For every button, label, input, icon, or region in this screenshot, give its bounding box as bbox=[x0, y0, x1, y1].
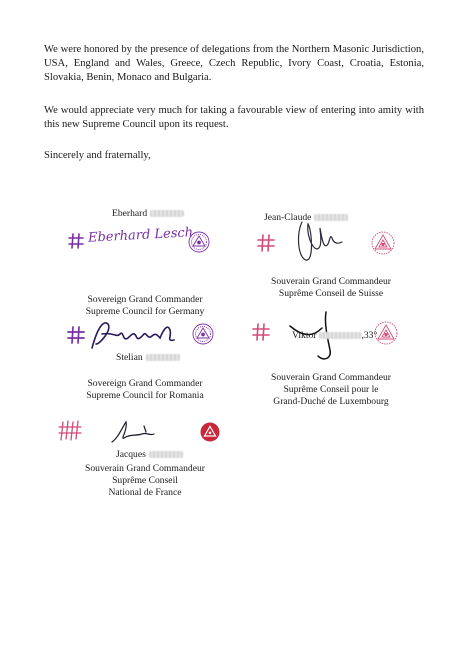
redacted-surname bbox=[150, 210, 184, 217]
hash-seal-icon bbox=[67, 326, 85, 344]
redacted-surname bbox=[319, 332, 361, 339]
triangle-seal-icon bbox=[192, 323, 214, 345]
triangle-seal-icon bbox=[200, 422, 220, 442]
signatory-block-luxembourg: Souverain Grand Commandeur Suprême Conseil pour le Grand-Duché de Luxembourg bbox=[271, 372, 391, 408]
triangle-seal-icon bbox=[188, 231, 210, 253]
hash-seal-icon bbox=[252, 323, 270, 341]
signatory-block-switzerland: Souverain Grand Commandeur Suprême Conseil de Suisse bbox=[271, 276, 391, 300]
redacted-surname bbox=[149, 451, 183, 458]
triangle-seal-icon bbox=[371, 231, 395, 255]
hash-seal-icon bbox=[257, 234, 275, 252]
signatory-block-romania: Sovereign Grand Commander Supreme Council for Romania bbox=[86, 378, 204, 402]
paragraph-delegations: We were honored by the presence of delegations from the Northern Masonic Jurisdiction, USA, England and Wales, Greece, Czech Republic, Ivory Coast, Croatia, Estonia, Slovakia, Benin, Monaco and Bulgaria. bbox=[44, 44, 424, 84]
signatory-name-switzerland: Jean-Claude bbox=[264, 212, 348, 223]
signatory-name-france: Jacques bbox=[116, 449, 183, 460]
redacted-surname bbox=[146, 354, 180, 361]
hash-seal-icon bbox=[68, 233, 84, 249]
closing-salutation: Sincerely and fraternally, bbox=[44, 150, 151, 161]
hash-seal-icon bbox=[58, 420, 82, 442]
signatory-block-france: Souverain Grand Commandeur Suprême Conseil National de France bbox=[85, 463, 205, 499]
triangle-seal-icon bbox=[374, 321, 398, 345]
signatory-name-germany: Eberhard bbox=[112, 208, 184, 219]
paragraph-amity-request: We would appreciate very much for taking a favourable view of entering into amity with this new Supreme Council upon its request. bbox=[44, 105, 424, 131]
signature-germany: Eberhard Lesch bbox=[87, 225, 194, 246]
signatory-block-germany: Sovereign Grand Commander Supreme Council for Germany bbox=[85, 294, 205, 318]
signature-switzerland bbox=[290, 216, 360, 266]
signatory-name-romania: Stelian bbox=[116, 352, 180, 363]
signature-france bbox=[106, 414, 170, 450]
signatory-name-luxembourg: Viktor ,33° bbox=[292, 330, 378, 341]
